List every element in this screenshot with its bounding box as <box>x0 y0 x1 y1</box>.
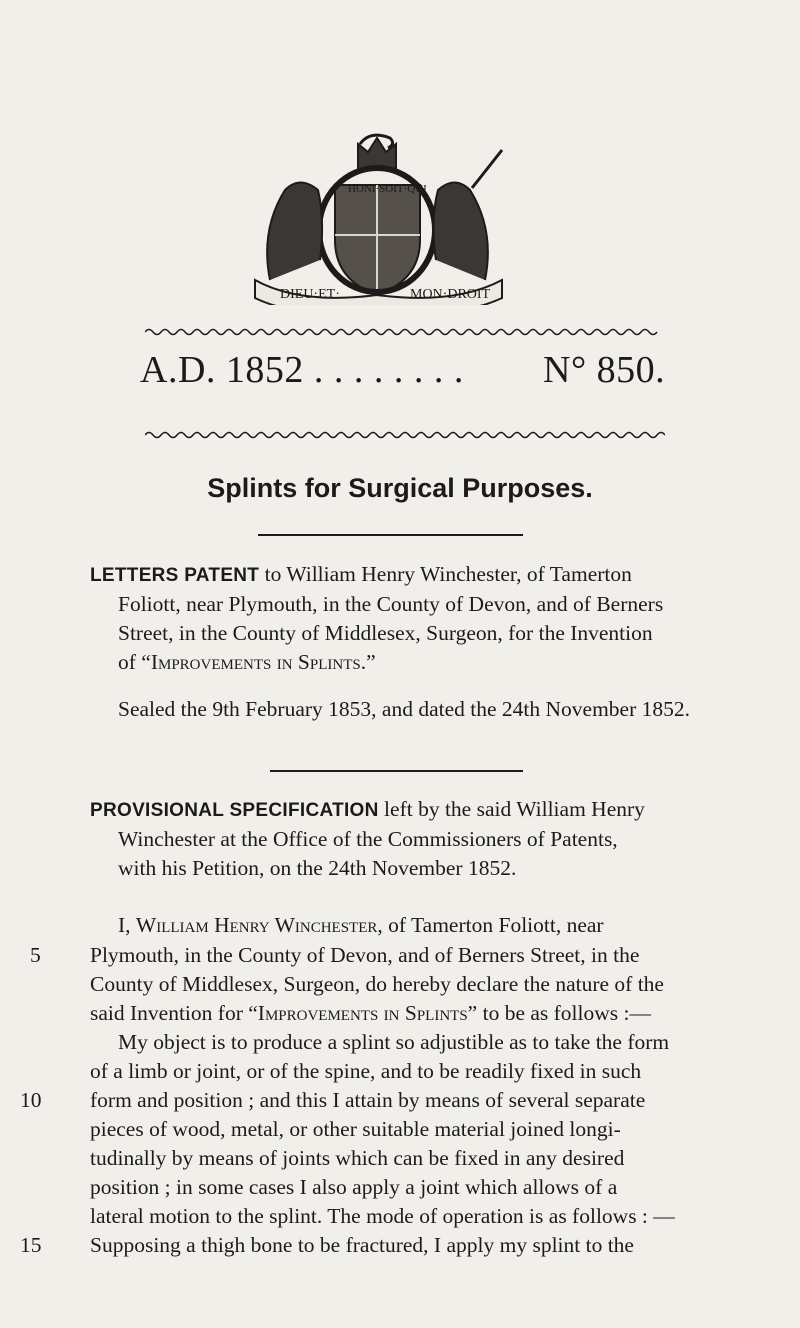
body-line-12: Supposing a thigh bone to be fractured, I apply my splint to the <box>90 1233 634 1257</box>
letters-patent-line-3: Street, in the County of Middlesex, Surgeon, for the Invention <box>118 621 653 645</box>
wavy-rule-bottom <box>145 429 665 441</box>
body-line-4 <box>90 1001 651 1026</box>
body-line-6: of a limb or joint, or of the spine, and to be readily fixed in such <box>90 1059 642 1083</box>
body-line-8: pieces of wood, metal, or other suitable material joined longi- <box>90 1117 621 1141</box>
letters-patent-line-4-post: .” <box>360 650 376 674</box>
body-line-1-post: of Tamerton Foliott, near <box>388 913 604 937</box>
body-line-11: lateral motion to the splint. The mode of operation is as follows : — <box>90 1204 675 1228</box>
specification-title: Splints for Surgical Purposes. <box>207 473 593 503</box>
line-number-10: 10 <box>20 1088 42 1112</box>
line-number-15: 15 <box>20 1233 42 1257</box>
letters-patent-line-1: to William Henry Winchester, of Tamerton <box>264 562 632 586</box>
line-number-5: 5 <box>30 943 41 967</box>
letters-patent-line-4-pre: of “ <box>118 650 151 674</box>
body-line-1 <box>118 913 604 938</box>
body-line-4-post: ” to be as follows :— <box>467 1001 651 1025</box>
body-line-7: form and position ; and this I attain by means of several separate <box>90 1088 646 1112</box>
letters-patent-paragraph <box>90 560 758 677</box>
section-rule <box>270 770 523 772</box>
body-line-4-pre: said Invention for “ <box>90 1001 258 1025</box>
letters-patent-line-2: Foliott, near Plymouth, in the County of Devon, and of Berners <box>118 592 664 616</box>
inventor-name-smallcaps: William Henry Winchester, <box>135 913 383 937</box>
body-line-1-pre: I, <box>118 913 131 937</box>
invention-title-smallcaps: Improvements in Splints <box>150 650 361 674</box>
crest-motto-right: MON·DROIT <box>410 287 491 302</box>
royal-coat-of-arms-icon <box>240 130 515 305</box>
patent-date-number <box>140 348 700 392</box>
crest-motto-left: DIEU·ET· <box>280 287 340 302</box>
patent-year: A.D. 1852 <box>140 349 304 391</box>
leader-dots: . . . . . . . . <box>313 349 464 391</box>
sealed-date: Sealed the 9th February 1853, and dated the 24th November 1852. <box>118 697 690 721</box>
provisional-line-3: with his Petition, on the 24th November 1852. <box>118 856 517 880</box>
crest-garter-text: HONI·SOIT·QUI <box>348 183 427 195</box>
provisional-heading: PROVISIONAL SPECIFICATION <box>90 800 379 821</box>
letters-patent-heading: LETTERS PATENT <box>90 565 260 586</box>
wavy-rule-top <box>145 326 665 338</box>
body-line-9: tudinally by means of joints which can be fixed in any desired <box>90 1146 625 1170</box>
patent-number: N° 850. <box>543 349 666 391</box>
provisional-paragraph <box>90 795 758 883</box>
body-line-10: position ; in some cases I also apply a joint which allows of a <box>90 1175 618 1199</box>
invention-title-smallcaps-2: Improvements in Splints <box>257 1001 468 1025</box>
body-line-5: My object is to produce a splint so adjustible as to take the form <box>118 1030 670 1054</box>
provisional-line-2: Winchester at the Office of the Commissioners of Patents, <box>118 827 618 851</box>
body-line-3: County of Middlesex, Surgeon, do hereby declare the nature of the <box>90 972 664 996</box>
provisional-line-1: left by the said William Henry <box>384 797 645 821</box>
title-rule <box>258 534 523 536</box>
body-line-2: Plymouth, in the County of Devon, and of Berners Street, in the <box>90 943 640 967</box>
